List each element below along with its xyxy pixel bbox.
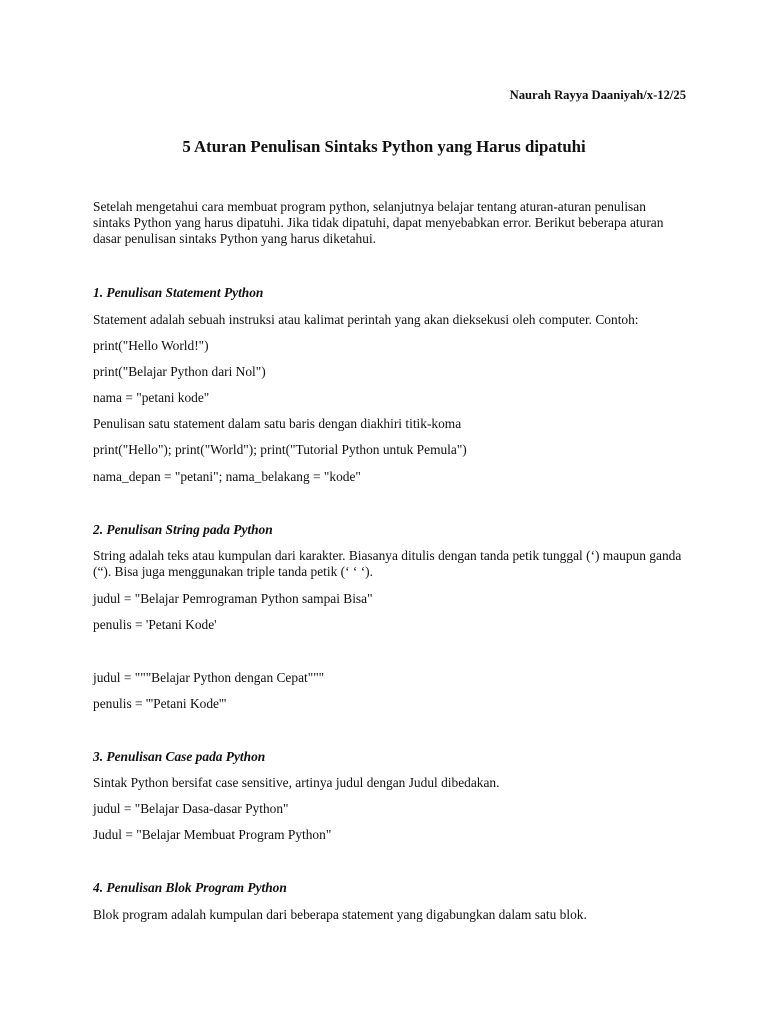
code-line: nama_depan = "petani"; nama_belakang = "kode" xyxy=(93,469,361,484)
code-line: judul = "Belajar Pemrograman Python sampai Bisa" xyxy=(93,591,373,606)
code-line: print("Hello World!") xyxy=(93,338,209,353)
section-3-description: Sintak Python bersifat case sensitive, artinya judul dengan Judul dibedakan. xyxy=(93,775,500,790)
section-1-description: Statement adalah sebuah instruksi atau kalimat perintah yang akan dieksekusi oleh computer. Contoh: xyxy=(93,312,639,327)
code-line: judul = "Belajar Dasa-dasar Python" xyxy=(93,801,289,816)
section-2-heading: 2. Penulisan String pada Python xyxy=(93,522,273,537)
code-line: print("Belajar Python dari Nol") xyxy=(93,364,266,379)
code-line: Judul = "Belajar Membuat Program Python" xyxy=(93,827,332,842)
section-1-heading: 1. Penulisan Statement Python xyxy=(93,285,264,300)
page-title: 5 Aturan Penulisan Sintaks Python yang Harus dipatuhi xyxy=(182,137,586,156)
intro-paragraph: Setelah mengetahui cara membuat program python, selanjutnya belajar tentang aturan-aturan penulisan sintaks Python yang harus dipatuhi. Jika tidak dipatuhi, dapat menyebabkan error. Berikut beberapa aturan dasar penulisan sintaks Python yang harus diketahui. xyxy=(93,199,664,246)
author-line: Naurah Rayya Daaniyah/x-12/25 xyxy=(509,88,686,102)
code-line: nama = "petani kode" xyxy=(93,390,210,405)
section-4-description: Blok program adalah kumpulan dari beberapa statement yang digabungkan dalam satu blok. xyxy=(93,907,587,922)
section-4-heading: 4. Penulisan Blok Program Python xyxy=(93,880,287,895)
code-line: penulis = 'Petani Kode' xyxy=(93,617,217,632)
code-line: judul = """Belajar Python dengan Cepat""" xyxy=(93,670,325,685)
code-line: print("Hello"); print("World"); print("Tutorial Python untuk Pemula") xyxy=(93,442,467,457)
section-3-heading: 3. Penulisan Case pada Python xyxy=(93,749,266,764)
section-2-description: String adalah teks atau kumpulan dari karakter. Biasanya ditulis dengan tanda petik tunggal (‘) maupun ganda (“). Bisa juga menggunakan triple tanda petik (‘ ‘ ‘). xyxy=(93,548,682,579)
code-line: penulis = '''Petani Kode''' xyxy=(93,696,227,711)
section-1-note: Penulisan satu statement dalam satu baris dengan diakhiri titik-koma xyxy=(93,416,462,431)
